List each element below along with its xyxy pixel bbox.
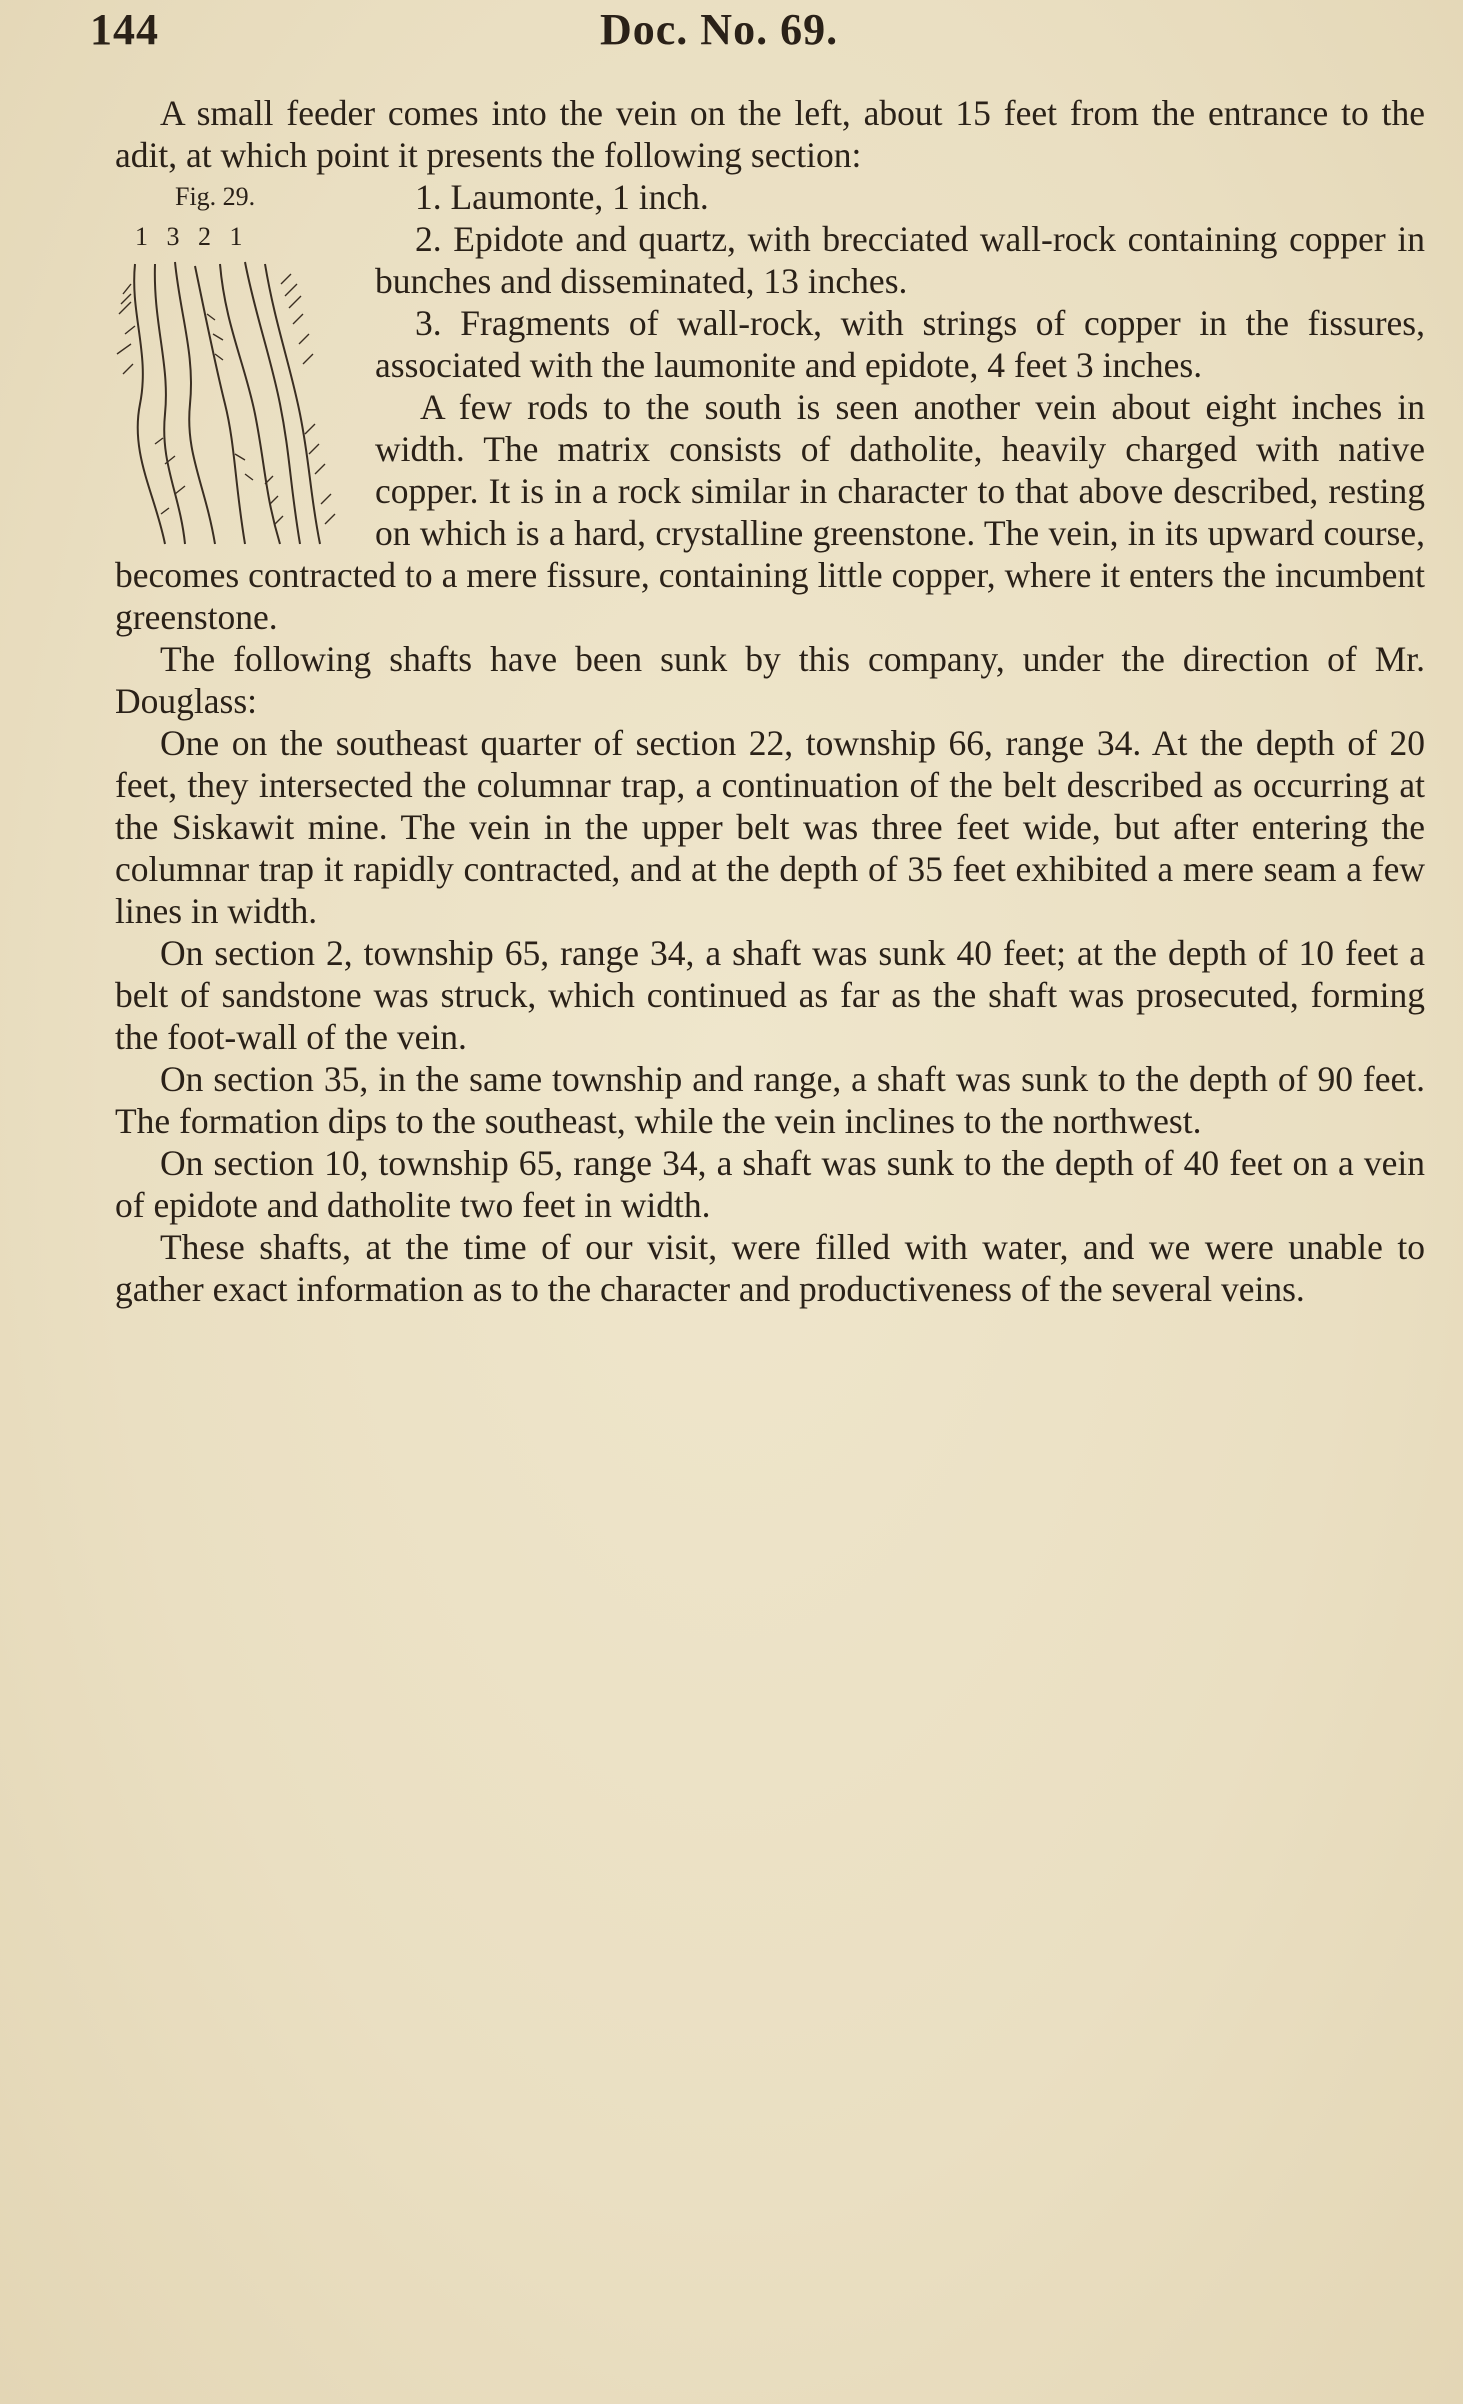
document-title: Doc. No. 69. [600, 5, 839, 54]
vein-section-illustration [95, 254, 365, 554]
figure-layer-numbers: 1 3 2 1 [135, 222, 249, 251]
page-number: 144 [90, 5, 159, 54]
body-text [115, 92, 1425, 1310]
paragraph-shafts-intro: The following shafts have been sunk by this company, under the direction of Mr. Douglass: [115, 639, 1425, 721]
paragraph-south-vein: A few rods to the south is seen another vein about eight inches in width. The matrix consists of datholite, heavily charged with native copper. It is in a rock similar in character to that above described, resting on which is a hard, crystalline greenstone. The vein, in its upward course, becomes contracted to a mere fissure, containing little copper, where it enters the incumbent greenstone. [115, 387, 1425, 637]
paragraph-section-10: On section 10, township 65, range 34, a shaft was sunk to the depth of 40 feet on a vein of epidote and datholite two feet in width. [115, 1143, 1425, 1225]
paragraph-feeder: A small feeder comes into the vein on the left, about 15 feet from the entrance to the adit, at which point it presents the following section: [115, 93, 1425, 175]
paragraph-section-2: On section 2, township 65, range 34, a shaft was sunk 40 feet; at the depth of 10 feet a belt of sandstone was struck, which continued as far as the shaft was prosecuted, forming the foot-wall of the vein. [115, 933, 1425, 1057]
section-item-2: 2. Epidote and quartz, with brecciated wall-rock containing copper in bunches and disseminated, 13 inches. [375, 219, 1425, 301]
paragraph-section-22: One on the southeast quarter of section 22, township 66, range 34. At the depth of 20 feet, they intersected the columnar trap, a continuation of the belt described as occurring at the Siskawit mine. The vein in the upper belt was three feet wide, but after entering the columnar trap it rapidly contracted, and at the depth of 35 feet exhibited a mere seam a few lines in width. [115, 723, 1425, 931]
page-header [90, 4, 1420, 64]
paragraph-conclusion: These shafts, at the time of our visit, were filled with water, and we were unable to gather exact information as to the character and productiveness of the several veins. [115, 1227, 1425, 1309]
figure-label: Fig. 29. [175, 182, 256, 211]
section-item-1: 1. Laumonte, 1 inch. [415, 177, 709, 217]
section-item-3: 3. Fragments of wall-rock, with strings of copper in the fissures, associated with the laumonite and epidote, 4 feet 3 inches. [375, 303, 1425, 385]
figure-29 [95, 176, 365, 554]
paragraph-section-35: On section 35, in the same township and range, a shaft was sunk to the depth of 90 feet. The formation dips to the southeast, while the vein inclines to the northwest. [115, 1059, 1425, 1141]
